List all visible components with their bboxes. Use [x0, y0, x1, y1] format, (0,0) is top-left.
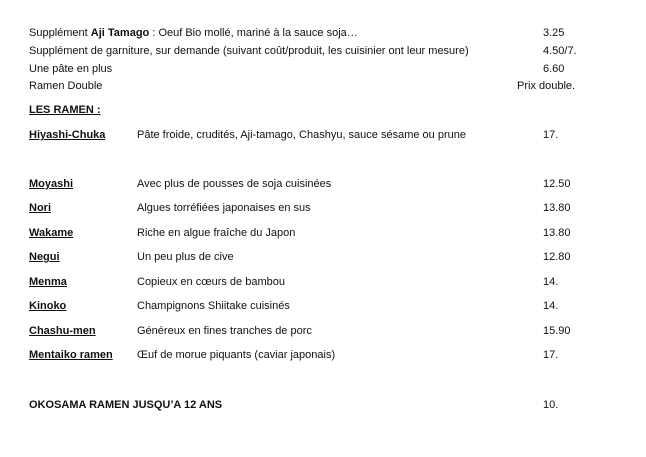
supplement-aji-tamago — [29, 26, 358, 40]
menu-item-name: Hiyashi-Chuka — [29, 129, 106, 141]
menu-item-price: 15.90 — [543, 325, 571, 337]
menu-item-price: 17. — [543, 349, 559, 361]
menu-item-name: Nori — [29, 202, 51, 214]
menu-item-price: 12.80 — [543, 251, 571, 263]
supplement-label: Supplément — [29, 27, 88, 39]
kids-ramen-price: 10. — [543, 399, 559, 411]
menu-item-description: Algues torréfiées japonaises en sus — [137, 202, 311, 214]
menu-item-description: Œuf de morue piquants (caviar japonais) — [137, 349, 336, 361]
menu-item-price: 14. — [543, 300, 559, 312]
menu-item-name: Menma — [29, 276, 67, 288]
menu-item-name: Chashu-men — [29, 325, 96, 337]
menu-item-description: Riche en algue fraîche du Japon — [137, 227, 296, 239]
menu-item-name: Negui — [29, 251, 60, 263]
supplement-price: 4.50/7. — [543, 45, 577, 57]
menu-item-name: Kinoko — [29, 300, 67, 312]
menu-item-price: 14. — [543, 276, 559, 288]
menu-item-name: Moyashi — [29, 178, 74, 190]
supplement-double-label: Ramen Double — [29, 80, 103, 92]
menu-item-description: Pâte froide, crudités, Aji-tamago, Chashyu, sauce sésame ou prune — [137, 129, 466, 141]
menu-item-price: 13.80 — [543, 202, 571, 214]
menu-item-description: Un peu plus de cive — [137, 251, 234, 263]
menu-item-description: Champignons Shiitake cuisinés — [137, 300, 290, 312]
menu-item-price: 13.80 — [543, 227, 571, 239]
supplement-price: Prix double. — [517, 80, 576, 92]
menu-item-price: 12.50 — [543, 178, 571, 190]
menu-item-name: Mentaiko ramen — [29, 349, 113, 361]
menu-item-description: Copieux en cœurs de bambou — [137, 276, 285, 288]
supplement-price: 6.60 — [543, 63, 565, 75]
kids-ramen-label: OKOSAMA RAMEN JUSQU’A 12 ANS — [29, 399, 223, 411]
supplement-name: Aji Tamago — [90, 27, 150, 39]
supplement-price: 3.25 — [543, 27, 565, 39]
section-title: LES RAMEN : — [29, 104, 101, 116]
menu-item-description: Avec plus de pousses de soja cuisinées — [137, 178, 332, 190]
supplement-extra-noodles-label: Une pâte en plus — [29, 63, 113, 75]
menu-item-name: Wakame — [29, 227, 74, 239]
supplement-garniture-label: Supplément de garniture, sur demande (suivant coût/produit, les cuisinier ont leur mesure) — [29, 45, 469, 57]
menu-item-description: Généreux en fines tranches de porc — [137, 325, 312, 337]
supplement-description: : Oeuf Bio mollé, mariné à la sauce soja… — [152, 27, 358, 39]
menu-item-price: 17. — [543, 129, 559, 141]
